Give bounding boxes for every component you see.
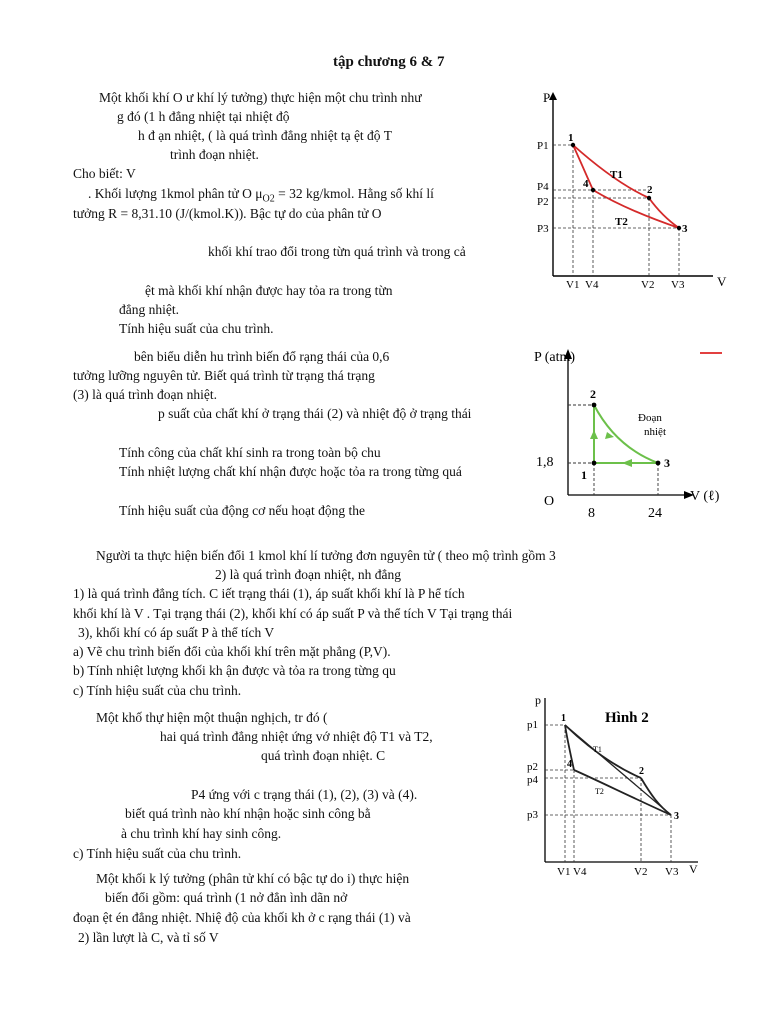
chart-annotation-line-2: nhiệt [644, 426, 666, 438]
data-label-3: 3 [664, 456, 670, 470]
state-point [647, 196, 651, 200]
point-2-label: 2 [647, 184, 653, 196]
point-3-label: 3 [682, 223, 688, 235]
p1-label: p1 [527, 719, 538, 731]
problem-3-line: 2) là quá trình đoạn nhiệt, nh đẳng [215, 567, 401, 582]
v3-label: V3 [665, 866, 679, 878]
problem-1-line: trình đoạn nhiệt. [170, 147, 259, 162]
point-4-label: 4 [567, 759, 572, 770]
state-point [677, 226, 681, 230]
state-point [591, 188, 595, 192]
problem-5-line: 2) lần lượt là C, và tỉ số V [78, 930, 219, 945]
problem-2-line: bên biểu diễn hu trình biến đổ rạng thái của 0,6 [134, 349, 390, 364]
problem-1-line: g đó (1 h đẳng nhiệt tại nhiệt độ [117, 109, 290, 124]
chart-annotation-line-1: Đoạn [638, 412, 662, 424]
data-label-1: 1 [581, 468, 587, 482]
v1-label: V1 [566, 279, 580, 290]
v1-label: V1 [557, 866, 571, 878]
adiabat-2-3-curve [641, 778, 671, 815]
isotherm-t1-label: T1 [610, 169, 623, 181]
figure-2-chart [528, 345, 733, 525]
p-axis-label: p [535, 693, 541, 707]
problem-1-line: đẳng nhiệt. [119, 302, 179, 317]
problem-4-line: c) Tính hiệu suất của chu trình. [73, 846, 242, 861]
p2-label: P2 [537, 196, 549, 208]
p4-label: p4 [527, 774, 538, 786]
chart-y-tick-1-8: 1,8 [536, 455, 554, 470]
p3-label: p3 [527, 809, 538, 821]
p2-label: p2 [527, 761, 538, 773]
isotherm-t2-label: T2 [615, 216, 628, 228]
figure-3-title: Hình 2 [605, 710, 649, 726]
problem-5-line: Một khối k lý tưởng (phân tử khí có bậc tự do i) thực hiện [96, 871, 410, 886]
chart-y-axis-label: P (atm) [534, 350, 576, 365]
p3-label: P3 [537, 223, 549, 235]
problem-2-line: Tính nhiệt lượng chất khí nhận được hoặc tỏa ra trong từng quá [119, 464, 462, 479]
arrow-3-1 [622, 459, 632, 467]
figure-1-pv-diagram [535, 90, 735, 290]
problem-5-line: biến đổi gồm: quá trình (1 nở đẳn ình dãn nở [105, 890, 348, 905]
arrow-1-2 [590, 430, 598, 439]
point-2-label: 2 [639, 766, 644, 777]
page-title: tập chương 6 & 7 [333, 54, 445, 70]
chart-x-tick-24: 24 [648, 506, 662, 521]
data-label-2: 2 [590, 387, 596, 401]
problem-3-line: khối khí là V . Tại trạng thái (2), khối khí có áp suất P và thể tích V Tại trạng thái [73, 606, 513, 621]
problem-1-line-text: = 32 kg/kmol. Hằng số khí lí [274, 186, 434, 201]
problem-4-line: hai quá trình đẳng nhiệt ứng vớ nhiệt độ T1 và T2, [160, 729, 433, 744]
problem-1-line: Một khối khí O ư khí lý tưởng) thực hiện một chu trình như [99, 90, 422, 105]
v3-label: V3 [671, 279, 685, 290]
diagonal-3-1 [565, 725, 671, 815]
problem-1-line: h đ ạn nhiệt, ( là quá trình đẳng nhiệt tạ ệt độ T [138, 128, 392, 143]
isotherm-t2-curve [574, 770, 671, 815]
data-point-3 [656, 461, 661, 466]
p4-label: P4 [537, 181, 549, 193]
problem-4-line: quá trình đoạn nhiệt. C [261, 748, 386, 763]
problem-1-line: khối khí trao đổi trong từn quá trình và trong cả [208, 244, 466, 259]
isotherm-t1-label: T1 [593, 745, 602, 754]
p-axis-label: P [543, 90, 551, 105]
point-4-label: 4 [583, 178, 589, 190]
problem-1-line [88, 186, 434, 208]
isotherm-t2-curve [593, 190, 679, 228]
problem-5-line: đoạn ệt én đẳng nhiệt. Nhiệ độ của khối kh ở c rạng thái (1) và [73, 910, 411, 925]
figure-3-pv-diagram [523, 690, 738, 890]
problem-1-line: Cho biết: V [73, 166, 136, 181]
v2-label: V2 [634, 866, 648, 878]
chart-annotation [638, 412, 666, 438]
problem-4-line: à chu trình khí hay sinh công. [121, 826, 282, 841]
problem-3-line: 3), khối khí có áp suất P à thể tích V [78, 625, 275, 640]
point-3-label: 3 [674, 811, 679, 822]
problem-3-line: Người ta thực hiện biến đổi 1 kmol khí lí tưởng đơn nguyên tử ( theo mộ trình gồm 3 [96, 548, 556, 563]
problem-4-line: biết quá trình nào khí nhận hoặc sinh công bằ [125, 806, 371, 821]
v4-label: V4 [585, 279, 599, 290]
mu-subscript: O2 [262, 193, 275, 205]
problem-1-line: ệt mà khối khí nhận được hay tỏa ra trong từn [145, 283, 393, 298]
problem-3-line: b) Tính nhiệt lượng khối kh ận được và tỏa ra trong từng qu [73, 663, 396, 678]
v2-label: V2 [641, 279, 655, 290]
problem-4-line: P4 ứng với c trạng thái (1), (2), (3) và (4). [191, 787, 418, 802]
point-1-label: 1 [568, 132, 574, 144]
v4-label: V4 [573, 866, 587, 878]
p1-label: P1 [537, 140, 549, 152]
problem-2-line: (3) là quá trình đoạn nhiệt. [73, 387, 217, 402]
chart-x-tick-8: 8 [588, 506, 595, 521]
problem-2-line: p suất của chất khí ở trạng thái (2) và nhiệt độ ở trạng thái [158, 406, 472, 421]
problem-3-line: 1) là quá trình đẳng tích. C iết trạng thái (1), áp suất khối khí là P hể tích [73, 586, 465, 601]
chart-x-axis-label: V (ℓ) [690, 489, 720, 504]
problem-2-line: Tính công của chất khí sinh ra trong toàn bộ chu [119, 445, 381, 460]
data-point-1 [592, 461, 597, 466]
problem-4-line: Một khố thự hiện một thuận nghịch, tr đó ( [96, 710, 328, 725]
problem-2-line: Tính hiệu suất của động cơ nếu hoạt động the [119, 503, 365, 518]
problem-1-line-text: . Khối lượng 1kmol phân tử O μ [88, 186, 263, 201]
problem-2-line: tưởng lưỡng nguyên tử. Biết quá trình từ trạng thá trạng [73, 368, 375, 383]
isotherm-t1-curve [565, 725, 641, 778]
isotherm-t2-label: T2 [595, 787, 604, 796]
problem-3-line: c) Tính hiệu suất của chu trình. [73, 683, 242, 698]
point-1-label: 1 [561, 713, 566, 724]
problem-1-line: tưởng R = 8,31.10 (J/(kmol.K)). Bậc tự do của phân tử O [73, 206, 382, 221]
v-axis-label: V [717, 274, 727, 289]
data-point-2 [592, 403, 597, 408]
problem-3-line: a) Vẽ chu trình biến đổi của khối khí trên mặt phẳng (P,V). [73, 644, 391, 659]
v-axis-label: V [689, 862, 698, 876]
chart-origin-label: O [544, 494, 555, 509]
problem-1-line: Tính hiệu suất của chu trình. [119, 321, 274, 336]
